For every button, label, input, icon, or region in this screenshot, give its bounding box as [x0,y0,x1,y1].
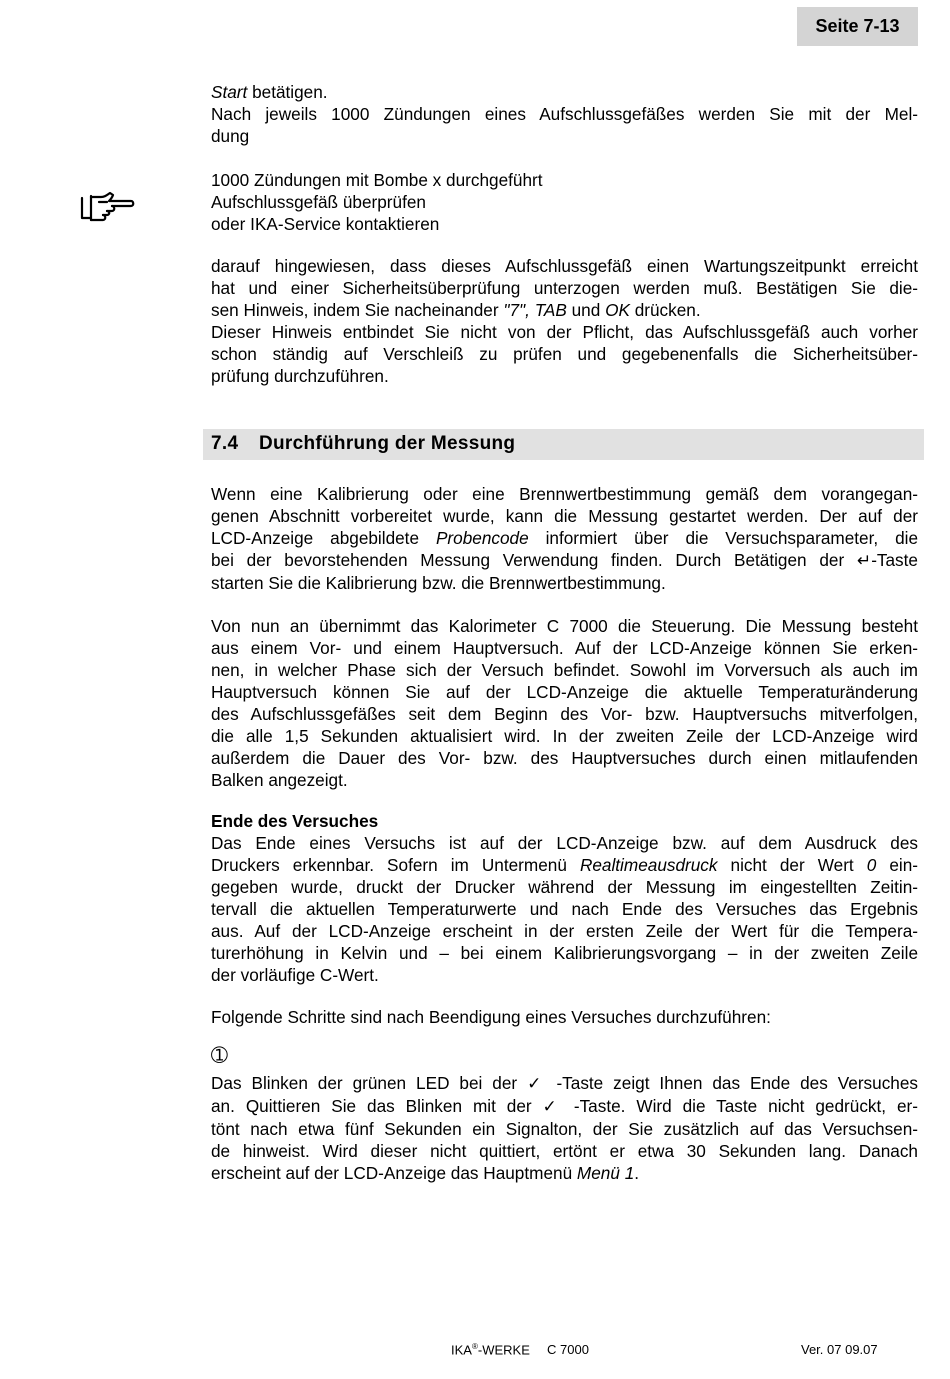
text-line: hat und einer Sicherheitsüberprüfung unterzogen werden muß. Bestätigen Sie die- [211,278,918,298]
message-line: oder IKA-Service kontaktieren [211,214,440,234]
text-span: , [525,300,535,320]
text-span: drücken. [629,300,701,320]
footer-model: C 7000 [547,1342,589,1357]
text-line: schon ständig auf Verschleiß zu prüfen und gegebenenfalls die Sicherheitsüber- [211,344,918,364]
section-number: 7.4 [211,433,239,454]
text-span: -Taste [871,550,918,570]
text-line [211,1072,918,1095]
text-line [211,1095,918,1118]
text-span: an. Quittieren Sie das Blinken mit der [211,1096,543,1116]
footer-version: Ver. 07 09.07 [801,1342,878,1357]
text-line: turerhöhung in Kelvin und – bei einem Kalibrierungsvorgang – in der zweiten Zeile [211,943,918,963]
footer-brand [451,1342,530,1357]
text-span: Druckers erkennbar. Sofern im Untermenü [211,855,580,875]
measurement-start-paragraph [211,483,918,594]
text-line: aus einem Vor- und einem Hauptversuch. Auf der LCD-Anzeige können Sie erken- [211,638,918,658]
message-line: Aufschlussgefäß überprüfen [211,192,426,212]
hint-paragraph [211,255,918,387]
menu-1-term: Menü 1 [576,1163,635,1183]
value-zero: 0 [866,855,877,875]
text-span: erscheint auf der LCD-Anzeige das Hauptmenü [211,1163,577,1183]
brand-name: IKA [451,1342,472,1358]
text-line: die alle 1,5 Sekunden aktualisiert wird. In der zweiten Zeile der LCD-Anzeige wird [211,726,918,746]
section-title: Durchführung der Messung [259,433,516,454]
step-1-text [211,1072,918,1184]
text-span: -Taste. Wird die Taste nicht gedrückt, er- [562,1096,918,1116]
text-line: Balken angezeigt. [211,770,348,790]
text-line [211,854,918,876]
text-line: de hinweist. Wird dieser nicht quittiert, ertönt er etwa 30 Sekunden lang. Danach [211,1141,918,1161]
text-line: prüfung durchzuführen. [211,366,389,386]
probencode-term: Probencode [435,528,529,548]
text-line: außerdem die Dauer des Vor- bzw. des Hauptversuches durch einen mitlaufenden [211,748,918,768]
check-key-icon: ✓ [542,1097,563,1117]
text-line: Nach jeweils 1000 Zündungen eines Aufschlussgefäßes werden Sie mit der Mel- [211,104,918,124]
text-line [211,81,918,103]
step-1 [211,1045,918,1067]
text-line: Wenn eine Kalibrierung oder eine Brennwertbestimmung gemäß dem vorangegan- [211,484,918,504]
steps-intro [211,1006,918,1028]
text-line: tönt nach etwa fünf Sekunden ein Signalton, der Sie zusätzlich auf das Versuchsen- [211,1119,918,1139]
text-line: der vorläufige C-Wert. [211,965,379,985]
text-line: des Aufschlussgefäßes seit dem Beginn des Vor- bzw. Hauptversuchs mitverfolgen, [211,704,918,724]
text-span: -Taste zeigt Ihnen das Ende des Versuches [546,1073,919,1093]
start-term: Start [211,82,248,102]
device-message [211,169,918,235]
text-span: . [634,1163,640,1183]
text-line: genen Abschnitt vorbereitet wurde, kann die Messung gestartet werden. Der auf der [211,506,918,526]
realtimeausdruck-term: Realtimeausdruck [579,855,718,875]
text-span: ein- [876,855,919,875]
text-span: sen Hinweis, indem Sie nacheinander [211,300,504,320]
registered-mark: ® [471,1342,478,1351]
key-ok: OK [605,300,630,320]
text-span: betätigen. [247,82,328,102]
check-key-icon: ✓ [527,1074,547,1094]
text-span: nicht der Wert [717,855,867,875]
control-paragraph [211,615,918,791]
text-line: Von nun an übernimmt das Kalorimeter C 7000 die Steuerung. Die Messung besteht [211,616,918,636]
text-line: aus. Auf der LCD-Anzeige erscheint in der ersten Zeile der Wert für die Tempera- [211,921,918,941]
text-span: bei der bevorstehenden Messung Verwendung finden. Durch Betätigen der [211,550,857,570]
text-span: und [566,300,606,320]
enter-key-icon: ↵ [856,551,872,571]
text-line: Folgende Schritte sind nach Beendigung eines Versuches durchzuführen: [211,1007,771,1027]
text-line: starten Sie die Kalibrierung bzw. die Brennwertbestimmung. [211,573,666,593]
section-heading [211,433,515,455]
key-7: "7" [503,300,526,320]
text-line [211,549,918,572]
text-span: Das Blinken der grünen LED bei der [211,1073,528,1093]
brand-suffix: -WERKE [477,1342,530,1358]
intro-paragraph [211,81,918,147]
text-line: Dieser Hinweis entbindet Sie nicht von der Pflicht, das Aufschlussgefäß auch vorher [211,322,918,342]
step-1-marker: ➀ [211,1045,228,1067]
text-line: gegeben wurde, druckt der Drucker während der Messung im eingestellten Zeitin- [211,877,918,897]
text-line: tervall die aktuellen Temperaturwerte und nach Ende des Versuches das Ergebnis [211,899,918,919]
text-line: Hauptversuch können Sie auf der LCD-Anzeige die aktuelle Temperaturänderung [211,682,918,702]
subheading: Ende des Versuches [211,811,379,831]
key-tab: TAB [534,300,567,320]
page-number: Seite 7-13 [815,16,900,36]
text-line: darauf hingewiesen, dass dieses Aufschlussgefäß einen Wartungszeitpunkt erreicht [211,256,918,276]
text-line: Das Ende eines Versuchs ist auf der LCD-Anzeige bzw. auf dem Ausdruck des [211,833,918,853]
text-line [211,1162,918,1184]
text-line: dung [211,126,250,146]
text-span: LCD-Anzeige abgebildete [211,528,436,548]
section-heading-bar [203,429,924,460]
end-of-test-section [211,810,918,986]
text-line [211,527,918,549]
message-line: 1000 Zündungen mit Bombe x durchgeführt [211,170,543,190]
text-span: informiert über die Versuchsparameter, die [528,528,919,548]
pointing-hand-icon [79,190,135,224]
text-line: nen, in welcher Phase sich der Versuch befindet. Sowohl im Vorversuch als auch im [211,660,918,680]
page-number-badge [797,7,918,46]
text-line [211,299,918,321]
